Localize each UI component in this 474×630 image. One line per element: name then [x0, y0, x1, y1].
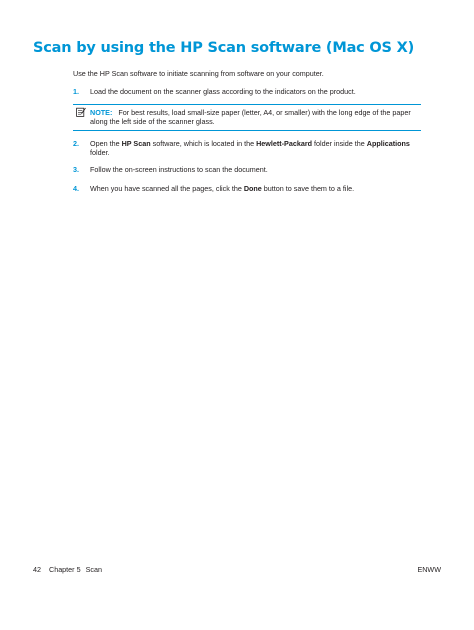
step-text: Follow the on-screen instructions to scan the document. [90, 165, 268, 175]
step-number: 1. [73, 87, 79, 97]
step-text-part: Open the [90, 138, 122, 148]
chapter-label: Chapter 5 [49, 565, 81, 574]
note-text: For best results, load small-size paper (letter, A4, or smaller) with the long edge of the paper along the left side of the scanner glass. [90, 107, 411, 127]
step-3 [73, 165, 421, 174]
step-text-part: folder inside the [312, 138, 367, 148]
note-box [73, 104, 421, 131]
app-name-hp-scan: HP Scan [121, 138, 151, 148]
note-icon [76, 107, 86, 117]
step-text-part: When you have scanned all the pages, click the [90, 183, 244, 193]
step-number: 2. [73, 138, 79, 148]
section-label: Scan [85, 565, 102, 574]
step-4 [73, 184, 421, 193]
step-text-part: folder. [90, 148, 110, 158]
step-1 [73, 87, 421, 96]
folder-name-applications: Applications [366, 138, 410, 148]
folder-name-hewlett-packard: Hewlett-Packard [256, 138, 313, 148]
footer-left [33, 565, 102, 574]
step-2 [73, 139, 421, 158]
step-text: Load the document on the scanner glass according to the indicators on the product. [90, 87, 356, 97]
step-number: 4. [73, 183, 79, 193]
step-text-part: button to save them to a file. [261, 183, 355, 193]
note-label: NOTE: [90, 107, 113, 117]
button-name-done: Done [243, 183, 262, 193]
page-number: 42 [33, 565, 41, 574]
main-content [73, 69, 421, 193]
intro-paragraph: Use the HP Scan software to initiate scanning from software on your computer. [73, 69, 324, 78]
step-number: 3. [73, 165, 79, 175]
step-text-part: software, which is located in the [150, 138, 257, 148]
page-title: Scan by using the HP Scan software (Mac OS X) [33, 40, 415, 56]
footer-right: ENWW [417, 565, 441, 574]
